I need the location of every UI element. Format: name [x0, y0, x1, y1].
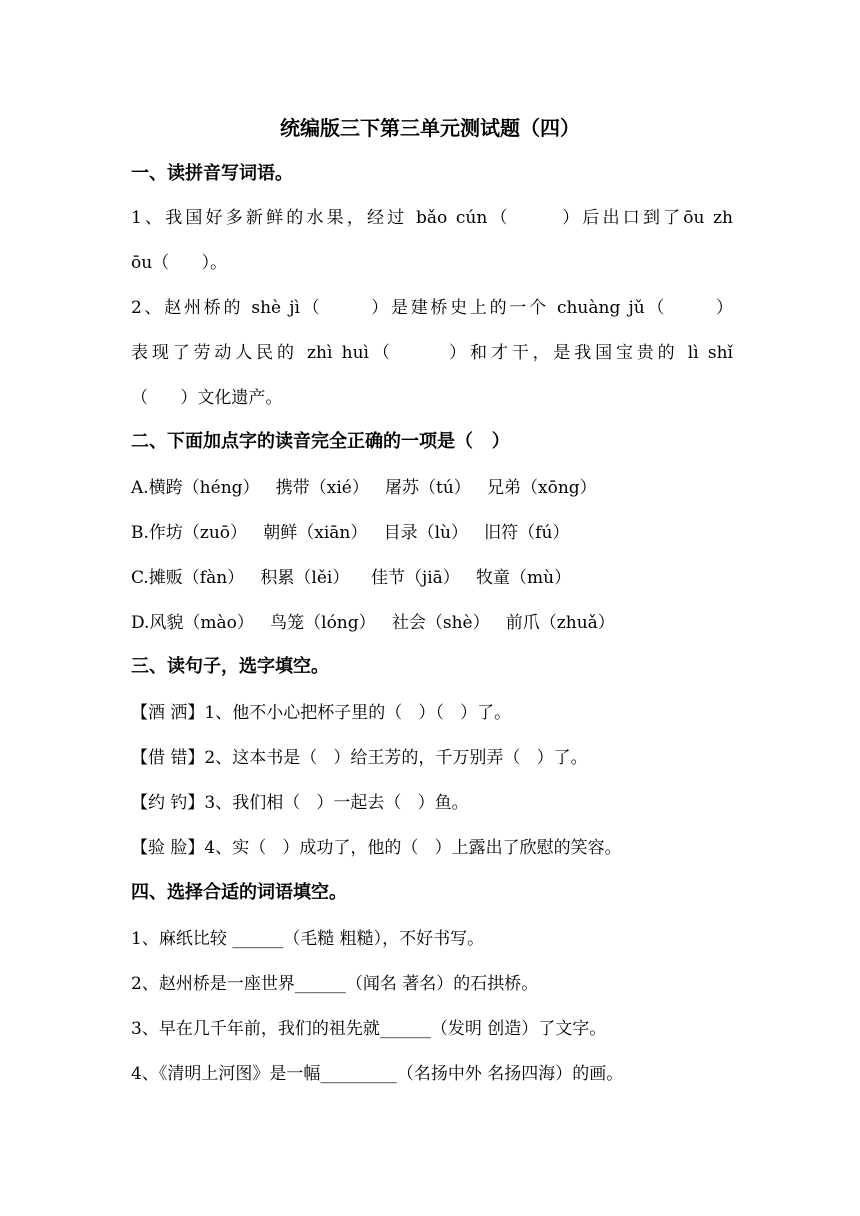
section-1-line-5: （ ）文化遗产。 — [131, 388, 283, 408]
section-4-line-1: 1、麻纸比较 ______（毛糙 粗糙），不好书写。 — [131, 929, 485, 949]
section-4-heading: 四、选择合适的词语填空。 — [131, 882, 347, 903]
option-a: A.横跨（héng） 携带（xié） 屠苏（tú） 兄弟（xōng） — [131, 478, 597, 498]
section-4-line-4: 4、《清明上河图》是一幅_________（名扬中外 名扬四海）的画。 — [131, 1064, 624, 1084]
section-3-heading: 三、读句子，选字填空。 — [131, 656, 329, 677]
section-3-line-1: 【酒 洒】1、他不小心把杯子里的（ ）（ ）了。 — [131, 703, 512, 723]
section-4-line-3: 3、早在几千年前，我们的祖先就______（发明 创造）了文字。 — [131, 1019, 607, 1039]
section-2-heading: 二、下面加点字的读音完全正确的一项是（ ） — [131, 431, 510, 452]
page-title: 统编版三下第三单元测试题（四） — [280, 116, 580, 140]
option-b: B.作坊（zuō） 朝鲜（xiān） 目录（lù） 旧符（fú） — [131, 523, 570, 543]
section-4-line-2: 2、赵州桥是一座世界______（闻名 著名）的石拱桥。 — [131, 974, 539, 994]
section-1-line-3: 2、赵州桥的 shè jì（ ）是建桥史上的一个 chuàng jǔ（ ） — [131, 298, 733, 318]
section-1-line-4: 表现了劳动人民的 zhì huì（ ）和才干，是我国宝贵的 lì shǐ — [131, 343, 733, 363]
option-c: C.摊贩（fàn） 积累（lěi） 佳节（jiā） 牧童（mù） — [131, 568, 572, 588]
option-d: D.风貌（mào） 鸟笼（lóng） 社会（shè） 前爪（zhuǎ） — [131, 613, 615, 633]
section-1-line-1: 1、我国好多新鲜的水果，经过 bǎo cún（ ）后出口到了ōu zh — [131, 208, 733, 228]
section-3-line-3: 【约 钓】3、我们相（ ）一起去（ ）鱼。 — [131, 793, 469, 813]
section-3-line-2: 【借 错】2、这本书是（ ）给王芳的，千万别弄（ ）了。 — [131, 748, 588, 768]
section-1-line-2: ōu（ ）。 — [131, 253, 228, 273]
section-1-heading: 一、读拼音写词语。 — [131, 163, 293, 184]
section-3-line-4: 【验 脸】4、实（ ）成功了，他的（ ）上露出了欣慰的笑容。 — [131, 838, 622, 858]
